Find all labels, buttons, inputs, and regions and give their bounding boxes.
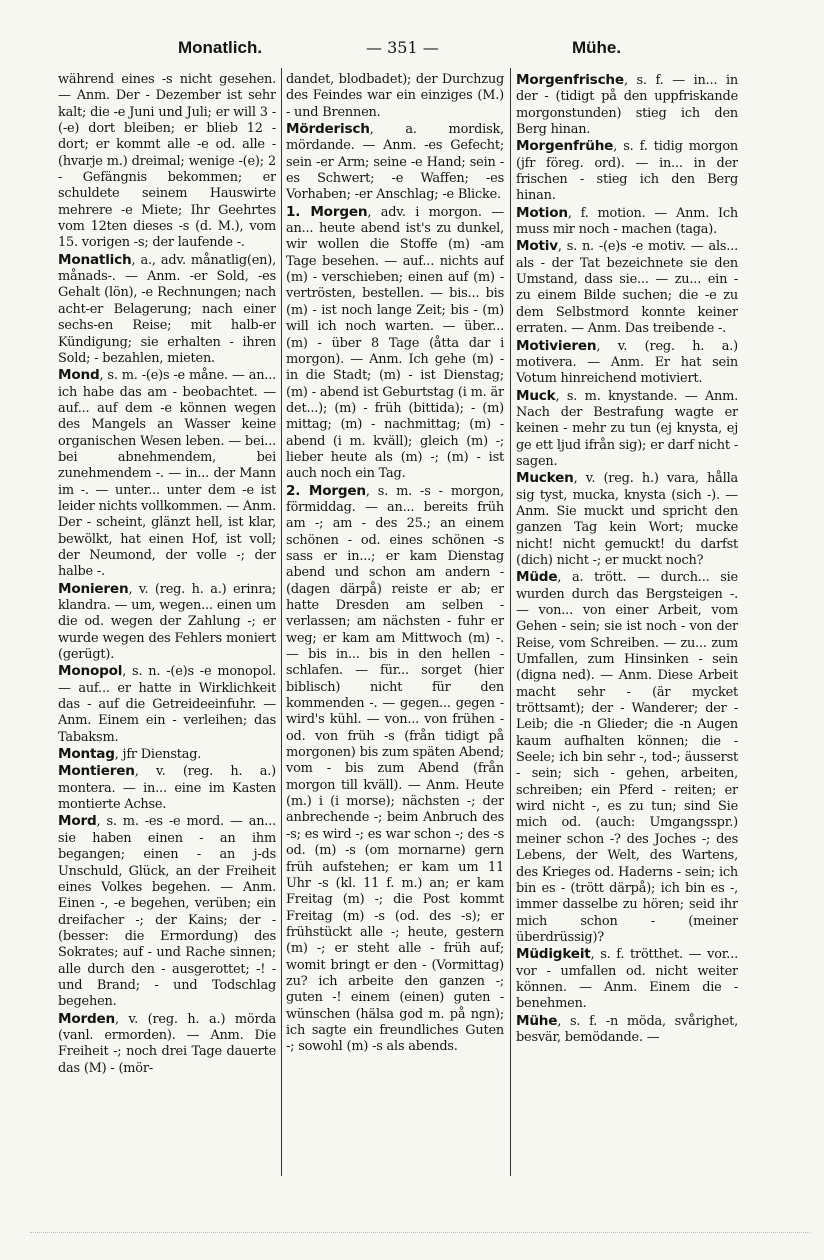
entry-headword: Müdigkeit <box>516 946 591 963</box>
column-2 <box>286 72 504 1182</box>
dictionary-entry <box>516 946 738 1012</box>
dictionary-entry <box>516 569 738 946</box>
dictionary-entry <box>516 388 738 471</box>
dictionary-entry <box>516 1013 738 1047</box>
entry-headword: Mörderisch <box>286 121 370 138</box>
entry-body: , v. (reg. h. a.) motivera. — Anm. Er hat sein Votum hinreichend motiviert. <box>516 338 738 387</box>
entry-headword: Motivieren <box>516 337 597 354</box>
entry-body: , s. m. -s - morgon, förmiddag. — an... bereits früh am -; am - des 25.; an einem schönen - od. eines schönen -s sass er in...; er kam Dienstag abend und schon am andern - (dagen därpå) reiste er ab; er hatte Dresden am selben - verlassen; am nächsten - fuhr er weg; er kam am Mittwoch (m) -. — bis in... bis in den hellen - schlafen. — für... sorget (hier biblisch) nicht für den kommenden -. — gegen... gegen - wird's kühl. — von... von frühen - od. von früh -s (från tidigt på morgonen) bis zum späten Abend; vom - bis zum Abend (från morgon till kväll). — Anm. Heute (m.) i (i morse); nächsten -; der anbrechende -; beim Anbruch des -s; es wird -; es war schon -; des -s od. (m) -s (om mornarne) gern früh aufstehen; er kam um 11 Uhr -s (kl. 11 f. m.) an; er kam Freitag (m) -; die Post kommt Freitag (m) -s (od. des -s); er frühstückt alle -; heute, gestern (m) -; er steht alle - früh auf; womit bringt er den - (Vormittag) zu? ich arbeite den ganzen -; guten -! einem (einen) guten - wünschen (hälsa god m. på ngn); ich sagte ein freundliches Guten -; sowohl (m) -s als abends. <box>286 483 504 1055</box>
dictionary-entry <box>58 663 276 746</box>
dictionary-entry <box>58 746 276 763</box>
entry-body: , a. trött. — durch... sie wurden durch das Bergsteigen -. — von... von einer Arbeit, vom Gehen - sein; sie ist noch - von der Reise, vom Schreiben. — zu... zum Umfallen, zum Hinsinken - sein (digna ned). — Anm. Diese Arbeit macht sehr - (är mycket tröttsamt); der - Wanderer; der - Leib; die -n Glieder; die -n Augen kaum aufhalten können; die - Seele; ich bin sehr -, tod-; äusserst - sein; sich - gehen, arbeiten, schreiben; ein Pferd - reiten; er wird nicht -, es zu tun; sind Sie mich od. (auch: Umgangsspr.) meiner schon -? des Joches -; des Lebens, der Welt, des Wartens, des Krieges od. Haderns - sein; ich bin es - (trött därpå); ich bin es -, immer dasselbe zu hören; seid ihr mich schon - (meiner überdrüssig)? <box>516 570 738 945</box>
entry-body: während eines -s nicht gesehen. — Anm. Der - Dezember ist sehr kalt; die -e Juni und Juli; er will 3 - (-e) dort bleiben; er blieb 12 - dort; er kommt alle -e od. alle - (hvarje m.) dreimal; wenige -(e); 2 - Gefängnis bekommen; er schuldete seinem Hauswirte mehrere -e Miete; Ihr Geehrtes vom 12ten dieses -s (d. M.), vom 15. vorigen -s; der laufende -. <box>58 72 276 251</box>
dictionary-entry <box>58 72 276 252</box>
entry-headword: 2. Morgen <box>286 482 366 499</box>
entry-body: , s. f. — in... in der - (tidigt på den uppfriskande morgonstunden) stieg ich den Berg hinan. <box>516 73 738 138</box>
entry-body: , s. n. -(e)s -e motiv. — als... als - der Tat bezeichnete sie den Umstand, dass sie... — zu... ein - zu einem Bilde suchen; die -e zu dem Selbstmord konnte keiner erraten. — Anm. Das treibende -. <box>516 239 738 337</box>
dictionary-entry <box>286 72 504 121</box>
entry-headword: Mord <box>58 813 97 830</box>
entry-headword: Monieren <box>58 580 129 597</box>
entry-headword: Morgenfrische <box>516 72 624 88</box>
entry-headword: Monopol <box>58 663 123 680</box>
entry-body: , s. f. -n möda, svårighet, besvär, bemödande. — <box>516 1013 738 1045</box>
entry-headword: Motion <box>516 204 568 221</box>
entry-body: , s. m. -es -e mord. — an... sie haben einen - an ihm begangen; einen - an j-ds Unschuld, Glück, an der Freiheit eines Volkes begehen. — Anm. Einen -, -e begehen, verüben; ein dreifacher -; der Kains; der - (besser: die Ermordung) des Sokrates; auf - und Rache sinnen; alle durch den - ausgerottet; -! - und Brand; - und Todschlag begehen. <box>58 814 276 1010</box>
dictionary-entry <box>58 252 276 367</box>
column-divider <box>510 68 511 1176</box>
entry-headword: Mühe <box>516 1012 558 1029</box>
entry-body: , v. (reg. h. a.) erinra; klandra. — um, wegen... einen um die od. wegen der Zahlung -; er wurde wegen des Fehlers moniert (gerügt). <box>58 581 276 663</box>
entry-body: , jfr Dienstag. <box>114 747 202 763</box>
column-3 <box>516 72 738 1182</box>
column-divider <box>281 68 282 1176</box>
entry-body: , s. m. -(e)s -e måne. — an... ich habe das am - beobachtet. — auf... auf dem -e können wegen des Mangels an Wasser keine organischen Wesen leben. — bei... bei abnehmendem, bei zunehmendem -. — in... der Mann im -. — unter... unter dem -e ist leider nichts vollkommen. — Anm. Der - scheint, glänzt hell, ist klar, bewölkt, hat einen Hof, ist voll; der Neumond, der volle -; der halbe -. <box>58 368 276 580</box>
page-number: — 351 — <box>366 38 439 57</box>
dictionary-entry <box>516 72 738 138</box>
entry-body: , s. f. trötthet. — vor... vor - umfallen od. nicht weiter können. — Anm. Einem die - benehmen. <box>516 947 738 1012</box>
dictionary-entry <box>516 205 738 239</box>
entry-body: , s. m. knystande. — Anm. Nach der Bestrafung wagte er keinen - mehr zu tun (ej knysta, ej ge ett ljud ifrån sig); er darf nicht - sagen. <box>516 388 738 469</box>
entry-headword: Morden <box>58 1010 115 1027</box>
entry-body: , v. (reg. h. a.) mörda (vanl. ermorden). — Anm. Die Freiheit -; noch drei Tage dauerte das (M) - (mör- <box>58 1011 276 1076</box>
dictionary-entry <box>516 338 738 388</box>
entry-headword: Morgenfrühe <box>516 138 614 155</box>
entry-body: , s. f. tidig morgon (jfr föreg. ord). — in... in der frischen - stieg ich den Berg hinan. <box>516 139 738 204</box>
entry-body: , s. n. -(e)s -e monopol. — auf... er hatte in Wirklichkeit das - auf die Getreideeinfuhr. — Anm. Einem ein - verleihen; das Tabaksm. <box>58 664 276 745</box>
entry-headword: Montieren <box>58 763 135 780</box>
running-header <box>0 34 824 62</box>
entry-headword: Montag <box>58 746 115 763</box>
column-1 <box>58 72 276 1182</box>
dictionary-entry <box>286 121 504 204</box>
dictionary-entry <box>516 138 738 204</box>
page-bottom-edge <box>30 1232 810 1233</box>
entry-body: , a. mordisk, mördande. — Anm. -es Gefecht; sein -er Arm; seine -e Hand; sein -es Schwert; -e Waffen; -es Vorhaben; -er Anschlag; -e Blicke. <box>286 122 504 203</box>
header-left-word: Monatlich. <box>178 38 263 57</box>
entry-headword: Motiv <box>516 238 558 255</box>
dictionary-entry <box>58 763 276 813</box>
entry-headword: Mucken <box>516 470 574 487</box>
dictionary-entry <box>516 238 738 337</box>
entry-body: , f. motion. — Anm. Ich muss mir noch - machen (taga). <box>516 205 738 238</box>
dictionary-entry <box>58 1011 276 1077</box>
entry-body: dandet, blodbadet); der Durchzug des Feindes war ein einziges (M.) - und Brennen. <box>286 72 504 120</box>
header-right-word: Mühe. <box>572 38 622 57</box>
entry-body: , v. (reg. h.) vara, hålla sig tyst, mucka, knysta (sich -). — Anm. Sie muckt und spricht den ganzen Tag kein Wort; mucke nicht! nicht gemuckt! du darfst (dich) nicht -; er muckt noch? <box>516 471 738 568</box>
entry-body: , v. (reg. h. a.) montera. — in... eine im Kasten montierte Achse. <box>58 764 276 813</box>
entry-headword: Mond <box>58 367 100 384</box>
entry-headword: Müde <box>516 569 558 586</box>
dictionary-entry <box>286 483 504 1056</box>
entry-headword: 1. Morgen <box>286 203 368 220</box>
entry-body: , a., adv. månatlig(en), månads-. — Anm. -er Sold, -es Gehalt (lön), -e Rechnungen; nach acht-er Belagerung; nach einer sechs-en Reise; mit halb-er Kündigung; sie erhalten - ihren Sold; - bezahlen, mieten. <box>58 252 276 366</box>
dictionary-entry <box>58 813 276 1010</box>
dictionary-entry <box>58 581 276 664</box>
entry-headword: Monatlich <box>58 251 132 268</box>
dictionary-entry <box>58 367 276 580</box>
entry-body: , adv. i morgon. — an... heute abend ist's zu dunkel, wir wollen die Stoffe (m) -am Tage besehen. — auf... nichts auf (m) - verschieben; einen auf (m) - vertrösten, bestellen. — bis... bis (m) - ist noch lange Zeit; bis - (m) will ich noch warten. — über... (m) - über 8 Tage (åtta dar i morgon). — Anm. Ich gehe (m) - in die Stadt; (m) - ist Dienstag; (m) - abend ist Geburtstag (i m. är det...); (m) - früh (bittida); - (m) mittag; (m) - nachmittag; (m) - abend (i m. kväll); gleich (m) -; lieber heute als (m) -; (m) - ist auch noch ein Tag. <box>286 204 504 482</box>
dictionary-entry <box>516 470 738 569</box>
entry-headword: Muck <box>516 387 556 404</box>
dictionary-entry <box>286 204 504 483</box>
